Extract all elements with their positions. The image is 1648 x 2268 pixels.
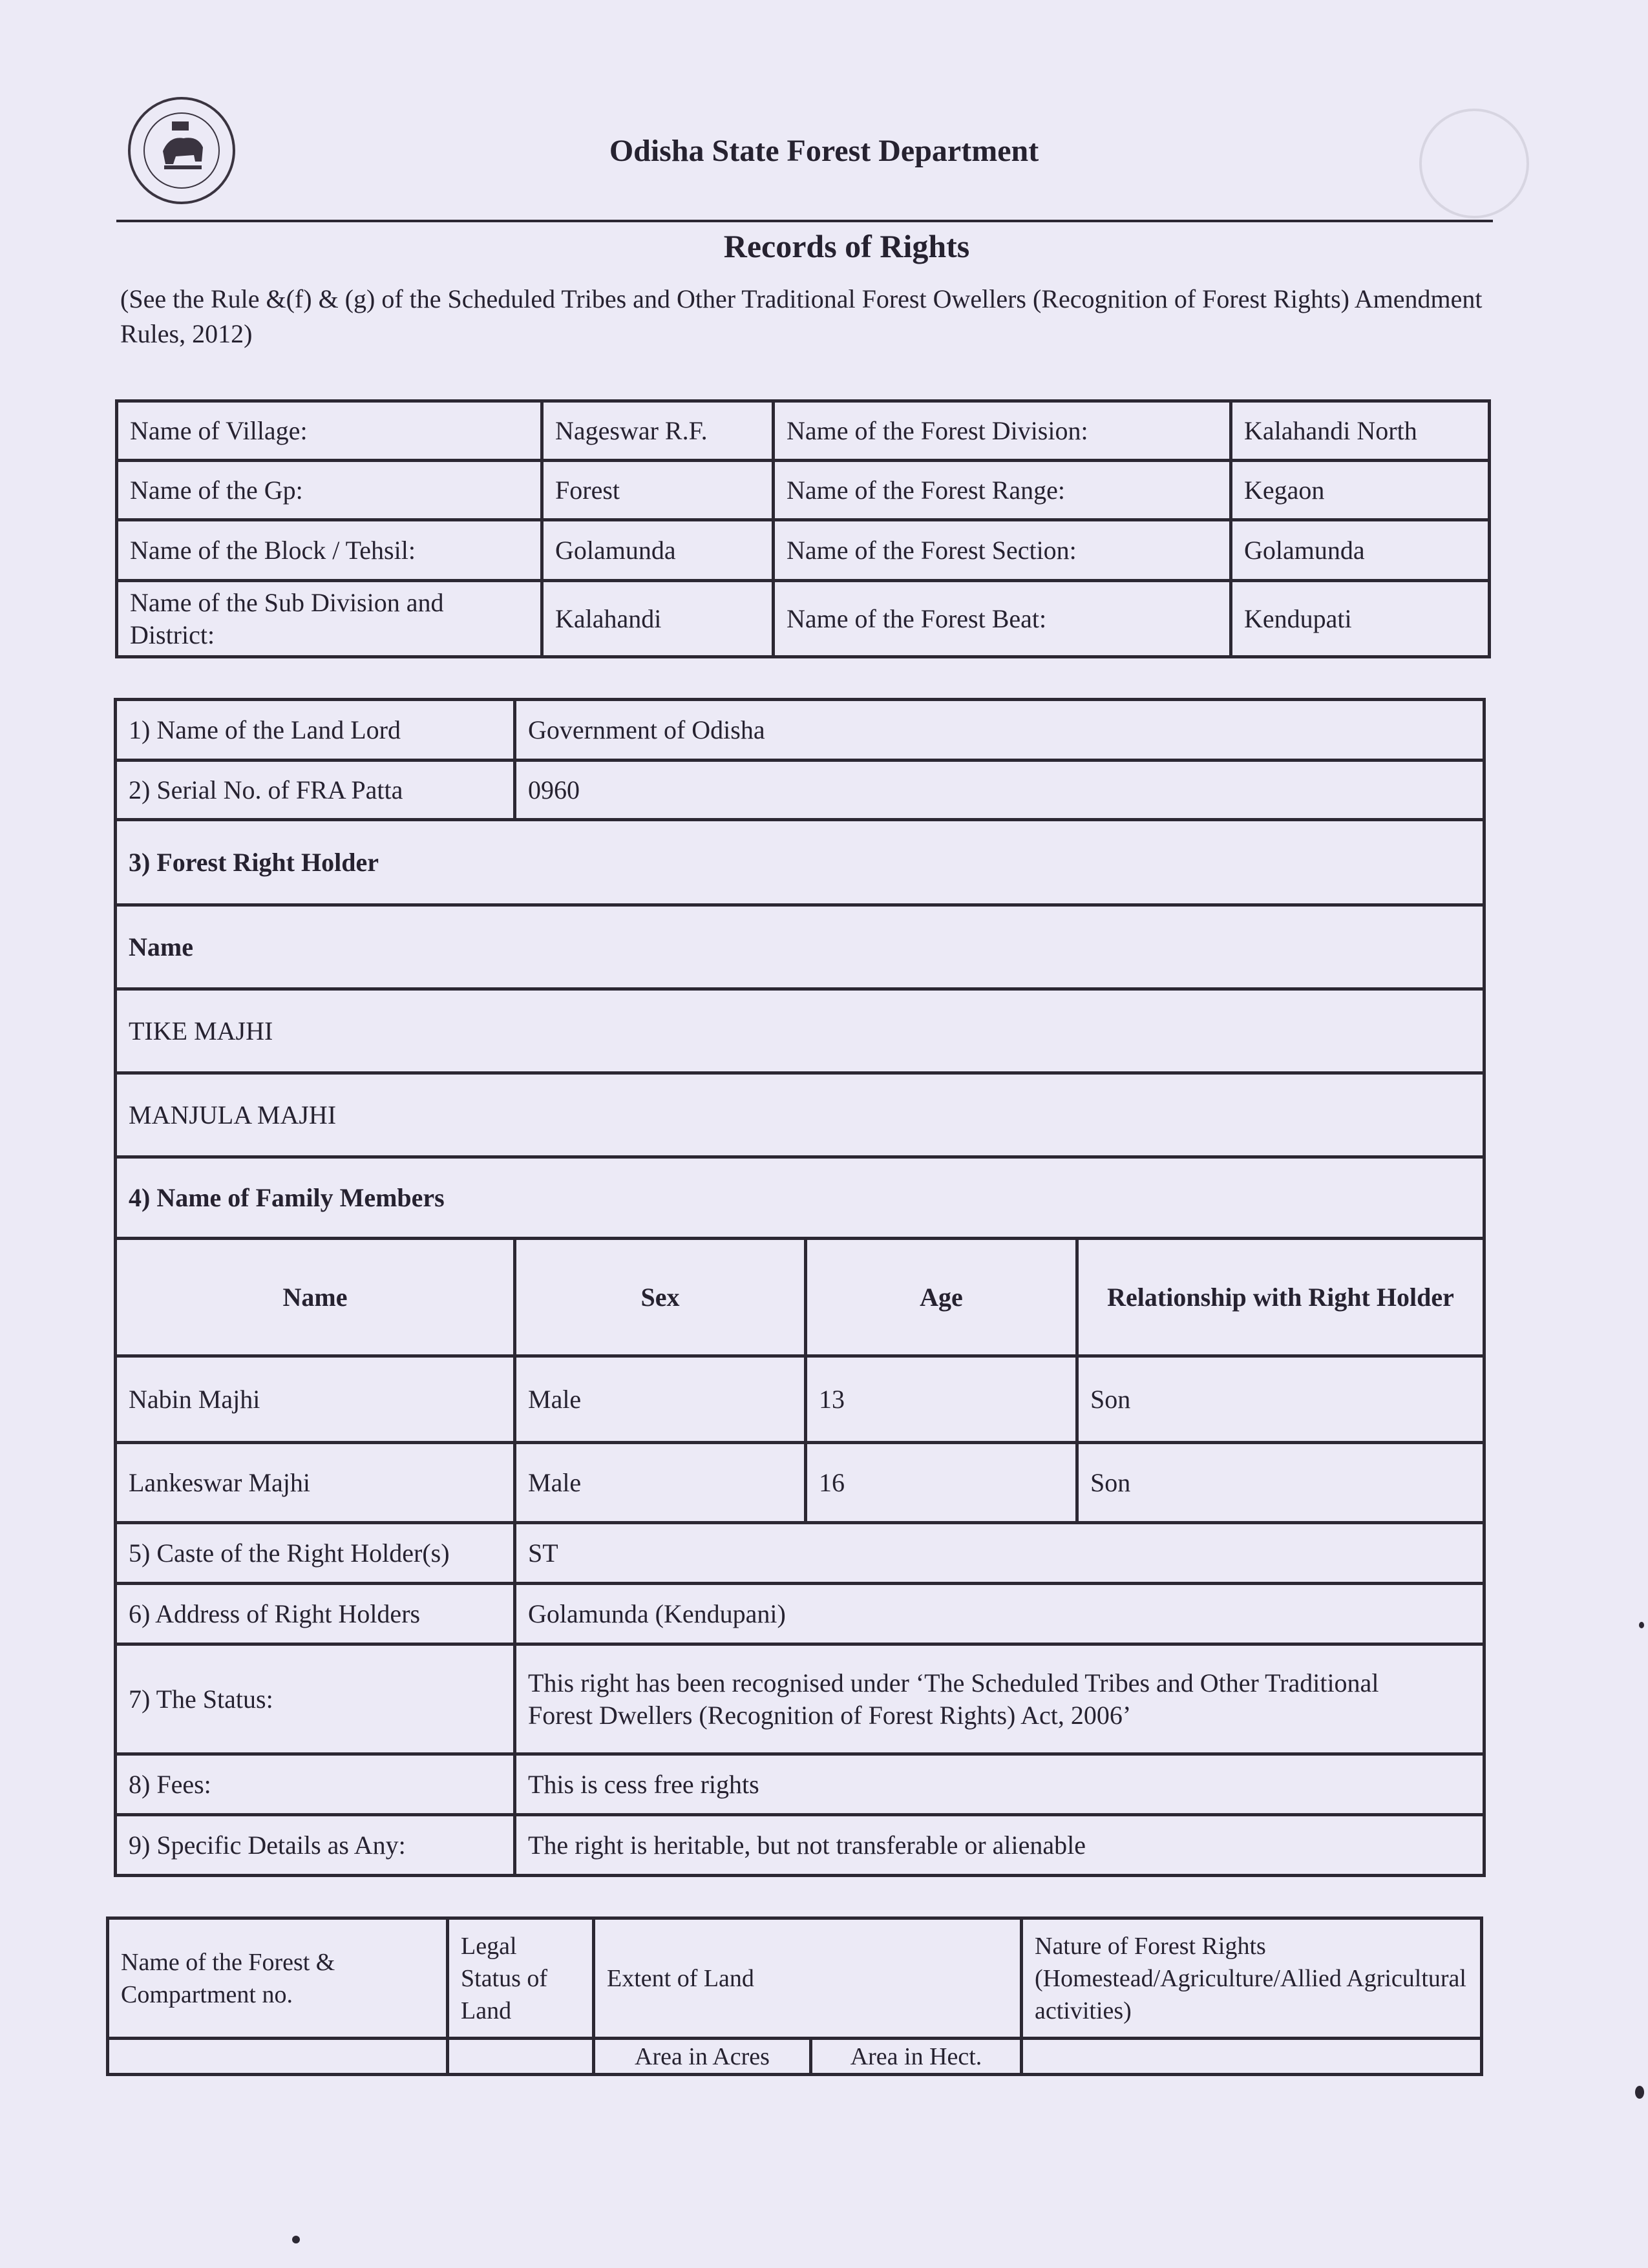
family-member-age: 13 — [806, 1356, 1077, 1443]
nature-of-rights-label: Nature of Forest Rights (Homestead/Agriculture/Allied Agricultural activities) — [1022, 1918, 1482, 2039]
area-acres-label: Area in Acres — [594, 2039, 811, 2075]
section-value: Golamunda — [1231, 520, 1490, 581]
address-value: Golamunda (Kendupani) — [515, 1584, 1484, 1644]
document-title: Records of Rights — [723, 228, 970, 264]
status-line-1: This right has been recognised under ‘The Scheduled Tribes and Other Traditional — [528, 1668, 1379, 1697]
family-member-relationship: Son — [1077, 1443, 1484, 1523]
fees-label: 8) Fees: — [116, 1754, 515, 1815]
patta-label: 2) Serial No. of FRA Patta — [116, 761, 515, 820]
beat-value: Kendupati — [1231, 581, 1490, 657]
scan-speck — [1639, 1622, 1644, 1628]
scan-speck — [292, 2236, 300, 2243]
family-col-name: Name — [116, 1239, 515, 1356]
holder-name-2: MANJULA MAJHI — [116, 1073, 1484, 1157]
block-value: Golamunda — [542, 520, 774, 581]
family-member-age: 16 — [806, 1443, 1077, 1523]
family-col-age: Age — [806, 1239, 1077, 1356]
gp-label: Name of the Gp: — [117, 461, 542, 520]
forest-compartment-label: Name of the Forest & Compartment no. — [108, 1918, 448, 2039]
department-title: Odisha State Forest Department — [609, 134, 1039, 168]
forest-compartment-value — [108, 2039, 448, 2075]
extent-of-land-label: Extent of Land — [594, 1918, 1022, 2039]
family-member-name: Nabin Majhi — [116, 1356, 515, 1443]
details-value: The right is heritable, but not transferable or alienable — [515, 1815, 1484, 1876]
table-row — [116, 1356, 1484, 1443]
section-label: Name of the Forest Section: — [774, 520, 1231, 581]
landlord-value: Government of Odisha — [515, 700, 1484, 761]
family-member-name: Lankeswar Majhi — [116, 1443, 515, 1523]
subdivision-label: Name of the Sub Division and District: — [117, 581, 542, 657]
gp-value: Forest — [542, 461, 774, 520]
village-value: Nageswar R.F. — [542, 401, 774, 461]
table-row — [116, 1443, 1484, 1523]
status-label: 7) The Status: — [116, 1644, 515, 1754]
rights-record-table — [114, 698, 1486, 1877]
land-details-table — [106, 1916, 1483, 2076]
address-label: 6) Address of Right Holders — [116, 1584, 515, 1644]
status-line-2: Forest Dwellers (Recognition of Forest Rights) Act, 2006’ — [528, 1700, 1132, 1730]
location-details-table — [115, 399, 1491, 658]
block-label: Name of the Block / Tehsil: — [117, 520, 542, 581]
faded-emblem-seal — [1419, 109, 1529, 218]
scan-speck — [1635, 2086, 1644, 2099]
rule-reference-note: (See the Rule &(f) & (g) of the Scheduled Tribes and Other Traditional Forest Owellers (Recognition of Forest Rights) Amendment Rules, 2012) — [120, 284, 1483, 348]
holder-name-1: TIKE MAJHI — [116, 989, 1484, 1073]
holder-name-heading: Name — [116, 905, 1484, 989]
legal-status-value — [448, 2039, 594, 2075]
details-label: 9) Specific Details as Any: — [116, 1815, 515, 1876]
area-hect-label: Area in Hect. — [811, 2039, 1022, 2075]
family-heading: 4) Name of Family Members — [116, 1157, 1484, 1239]
village-label: Name of Village: — [117, 401, 542, 461]
caste-value: ST — [515, 1523, 1484, 1584]
family-col-sex: Sex — [515, 1239, 806, 1356]
caste-label: 5) Caste of the Right Holder(s) — [116, 1523, 515, 1584]
legal-status-label: Legal Status of Land — [448, 1918, 594, 2039]
odisha-emblem-seal — [128, 97, 235, 204]
family-member-sex: Male — [515, 1443, 806, 1523]
fees-value: This is cess free rights — [515, 1754, 1484, 1815]
beat-label: Name of the Forest Beat: — [774, 581, 1231, 657]
division-label: Name of the Forest Division: — [774, 401, 1231, 461]
division-value: Kalahandi North — [1231, 401, 1490, 461]
lion-emblem-icon — [131, 100, 233, 202]
family-member-relationship: Son — [1077, 1356, 1484, 1443]
header-divider — [116, 220, 1493, 222]
holder-heading: 3) Forest Right Holder — [116, 820, 1484, 905]
range-label: Name of the Forest Range: — [774, 461, 1231, 520]
landlord-label: 1) Name of the Land Lord — [116, 700, 515, 761]
patta-value: 0960 — [515, 761, 1484, 820]
family-col-relationship: Relationship with Right Holder — [1077, 1239, 1484, 1356]
family-member-sex: Male — [515, 1356, 806, 1443]
nature-of-rights-value — [1022, 2039, 1482, 2075]
status-value — [515, 1644, 1484, 1754]
range-value: Kegaon — [1231, 461, 1490, 520]
subdivision-value: Kalahandi — [542, 581, 774, 657]
